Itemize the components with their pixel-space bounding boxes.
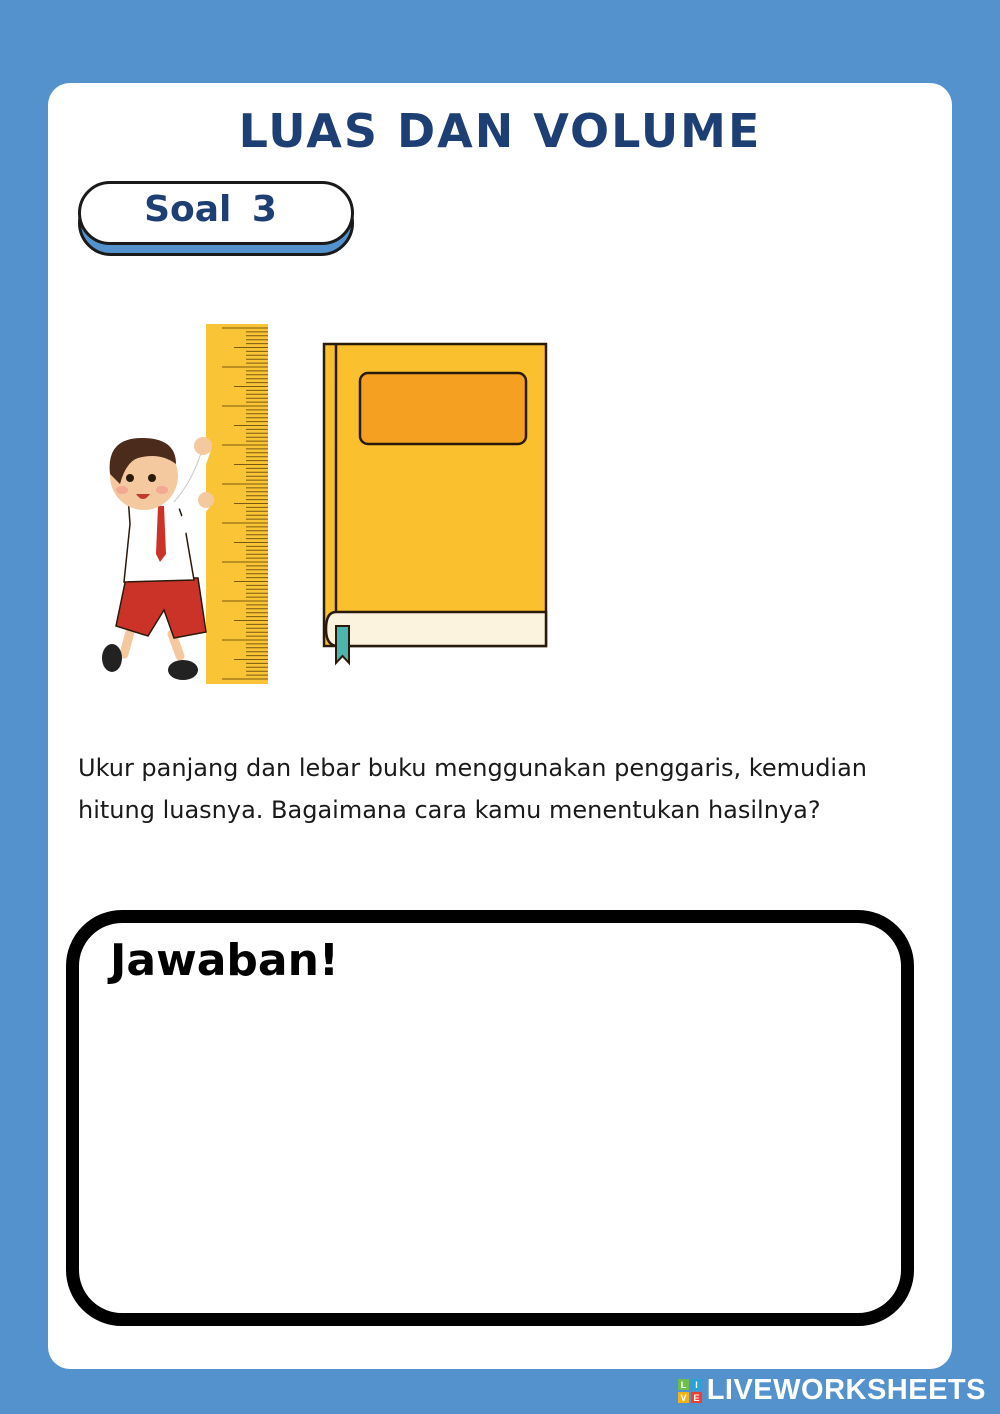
liveworksheets-logo-icon bbox=[677, 1378, 703, 1404]
page-title: LUAS DAN VOLUME bbox=[238, 104, 762, 158]
svg-text:I: I bbox=[694, 1379, 698, 1390]
student-boy-icon bbox=[102, 437, 214, 680]
svg-text:L: L bbox=[680, 1379, 686, 1390]
svg-text:V: V bbox=[680, 1392, 687, 1403]
book-icon bbox=[324, 344, 546, 663]
question-line-2: hitung luasnya. Bagaimana cara kamu menentukan hasilnya? bbox=[78, 796, 821, 824]
question-tag-label: Soal 3 bbox=[144, 189, 277, 230]
answer-input[interactable] bbox=[100, 1005, 884, 1299]
ruler-icon bbox=[206, 324, 268, 684]
answer-title: Jawaban! bbox=[110, 935, 339, 986]
brand-name: LIVEWORKSHEETS bbox=[706, 1374, 986, 1406]
svg-text:E: E bbox=[693, 1392, 700, 1403]
brand-logo[interactable] bbox=[677, 1374, 986, 1407]
question-text bbox=[78, 747, 918, 831]
question-line-1: Ukur panjang dan lebar buku menggunakan penggaris, kemudian bbox=[78, 754, 868, 782]
illustration bbox=[90, 310, 560, 700]
